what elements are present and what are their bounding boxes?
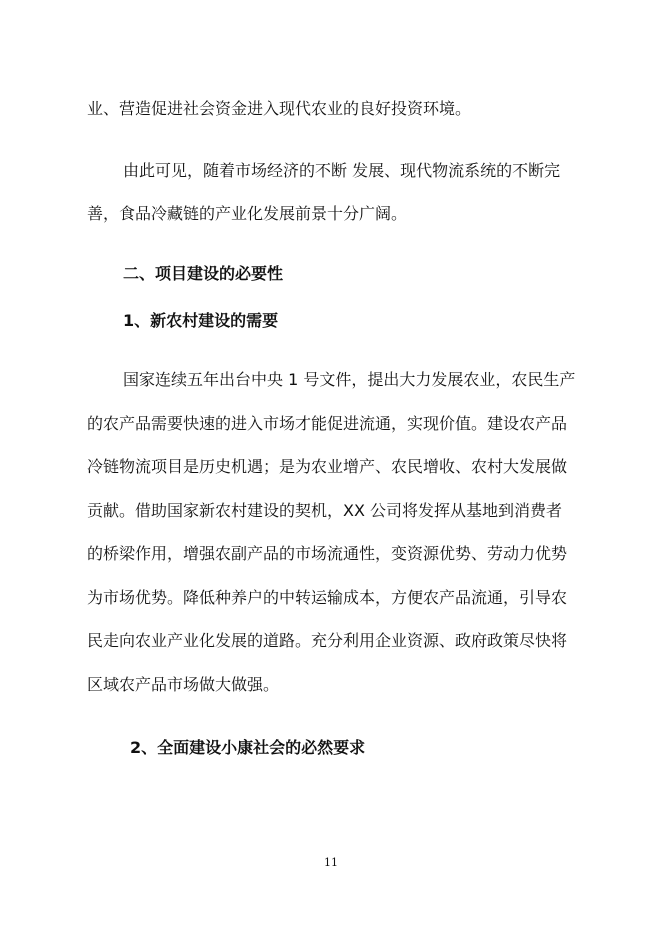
section-heading: 二、项目建设的必要性: [123, 264, 284, 283]
paragraph-3-line-5: 的桥梁作用，增强农副产品的市场流通性，变资源优势、劳动力优势: [87, 544, 568, 563]
subsection-2-heading: 2、全面建设小康社会的必然要求: [130, 738, 366, 757]
paragraph-3-line-8: 区域农产品市场做大做强。: [87, 675, 280, 694]
paragraph-1-line-1: 业、营造促进社会资金进入现代农业的良好投资环境。: [87, 99, 472, 118]
paragraph-3-line-3: 冷链物流项目是历史机遇；是为农业增产、农民增收、农村大发展做: [87, 457, 568, 476]
paragraph-3-line-6: 为市场优势。降低种养户的中转运输成本，方便农产品流通，引导农: [87, 588, 568, 607]
paragraph-3-line-1: 国家连续五年出台中央 1 号文件，提出大力发展农业，农民生产: [123, 370, 576, 389]
paragraph-3-line-4: 贡献。借助国家新农村建设的契机，XX 公司将发挥从基地到消费者: [87, 501, 563, 520]
paragraph-2-line-1: 由此可见，随着市场经济的不断 发展、现代物流系统的不断完: [123, 161, 561, 180]
paragraph-3-line-2: 的农产品需要快速的进入市场才能促进流通，实现价值。建设农产品: [87, 414, 568, 433]
paragraph-3-line-7: 民走向农业产业化发展的道路。充分利用企业资源、政府政策尽快将: [87, 631, 568, 650]
subsection-1-heading: 1、新农村建设的需要: [123, 311, 279, 330]
paragraph-2-line-2: 善，食品冷藏链的产业化发展前景十分广阔。: [87, 204, 408, 223]
page-number: 11: [324, 856, 338, 869]
